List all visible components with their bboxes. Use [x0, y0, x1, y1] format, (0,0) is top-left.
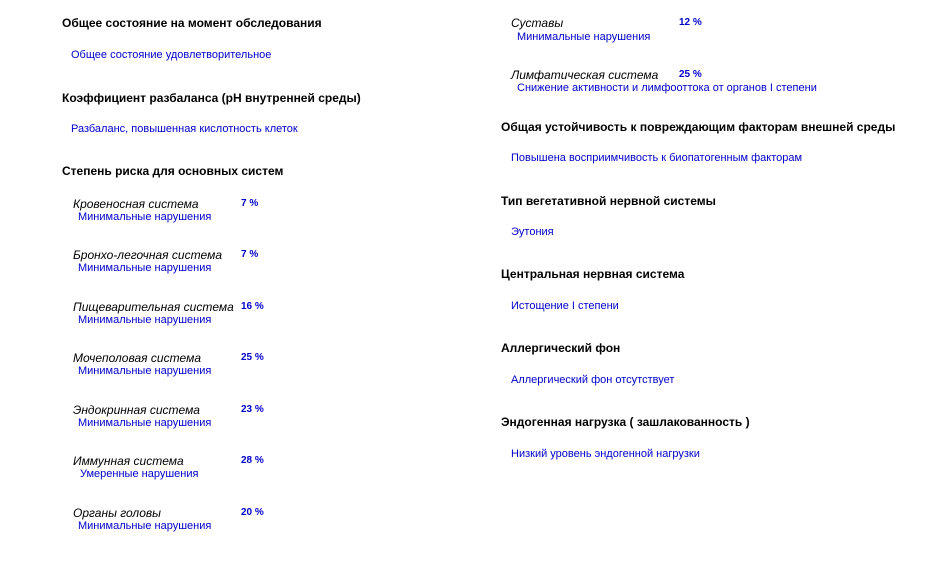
allergy-value: Аллергический фон отсутствует — [511, 374, 675, 386]
system-name-lymphatic: Лимфатическая система — [511, 68, 659, 82]
system-name-circulatory: Кровеносная система — [73, 197, 199, 211]
system-name-endocrine: Эндокринная система — [73, 403, 200, 417]
system-status-immune: Умеренные нарушения — [80, 468, 199, 480]
system-percent-head: 20 % — [241, 507, 264, 518]
system-status-digestive: Минимальные нарушения — [78, 314, 212, 326]
general-state-value: Общее состояние удовлетворительное — [71, 49, 272, 61]
system-status-lymphatic: Снижение активности и лимфооттока от органов I степени — [517, 82, 817, 94]
system-percent-lymphatic: 25 % — [679, 69, 702, 80]
vegetative-value: Эутония — [511, 226, 554, 238]
system-status-circulatory: Минимальные нарушения — [78, 211, 212, 223]
system-percent-digestive: 16 % — [241, 301, 264, 312]
system-name-bronchopulmonary: Бронхо-легочная система — [73, 248, 222, 262]
general-state-title: Общее состояние на момент обследования — [62, 16, 322, 30]
system-status-joints: Минимальные нарушения — [517, 31, 651, 43]
cns-value: Истощение I степени — [511, 300, 619, 312]
resistance-value: Повышена восприимчивость к биопатогенным факторам — [511, 152, 803, 164]
system-status-urogenital: Минимальные нарушения — [78, 365, 212, 377]
cns-title: Центральная нервная система — [501, 267, 685, 281]
system-percent-endocrine: 23 % — [241, 404, 264, 415]
system-name-digestive: Пищеварительная система — [73, 300, 234, 314]
system-name-head: Органы головы — [73, 506, 161, 520]
system-percent-bronchopulmonary: 7 % — [241, 249, 259, 260]
system-percent-urogenital: 25 % — [241, 352, 264, 363]
system-status-endocrine: Минимальные нарушения — [78, 417, 212, 429]
system-name-joints: Суставы — [511, 16, 564, 30]
system-percent-immune: 28 % — [241, 455, 264, 466]
allergy-title: Аллергический фон — [501, 341, 621, 355]
system-name-urogenital: Мочеполовая система — [73, 351, 201, 365]
ph-balance-value: Разбаланс, повышенная кислотность клеток — [71, 123, 298, 135]
resistance-title: Общая устойчивость к повреждающим факторам внешней среды — [501, 120, 896, 134]
vegetative-title: Тип вегетативной нервной системы — [501, 194, 716, 208]
system-percent-circulatory: 7 % — [241, 198, 259, 209]
system-status-head: Минимальные нарушения — [78, 520, 212, 532]
endogenous-title: Эндогенная нагрузка ( зашлакованность ) — [501, 415, 750, 429]
system-status-bronchopulmonary: Минимальные нарушения — [78, 262, 212, 274]
risk-title: Степень риска для основных систем — [62, 164, 284, 178]
system-name-immune: Иммунная система — [73, 454, 184, 468]
system-percent-joints: 12 % — [679, 17, 702, 28]
ph-balance-title: Коэффициент разбаланса (pH внутренней среды) — [62, 91, 361, 105]
endogenous-value: Низкий уровень эндогенной нагрузки — [511, 448, 700, 460]
